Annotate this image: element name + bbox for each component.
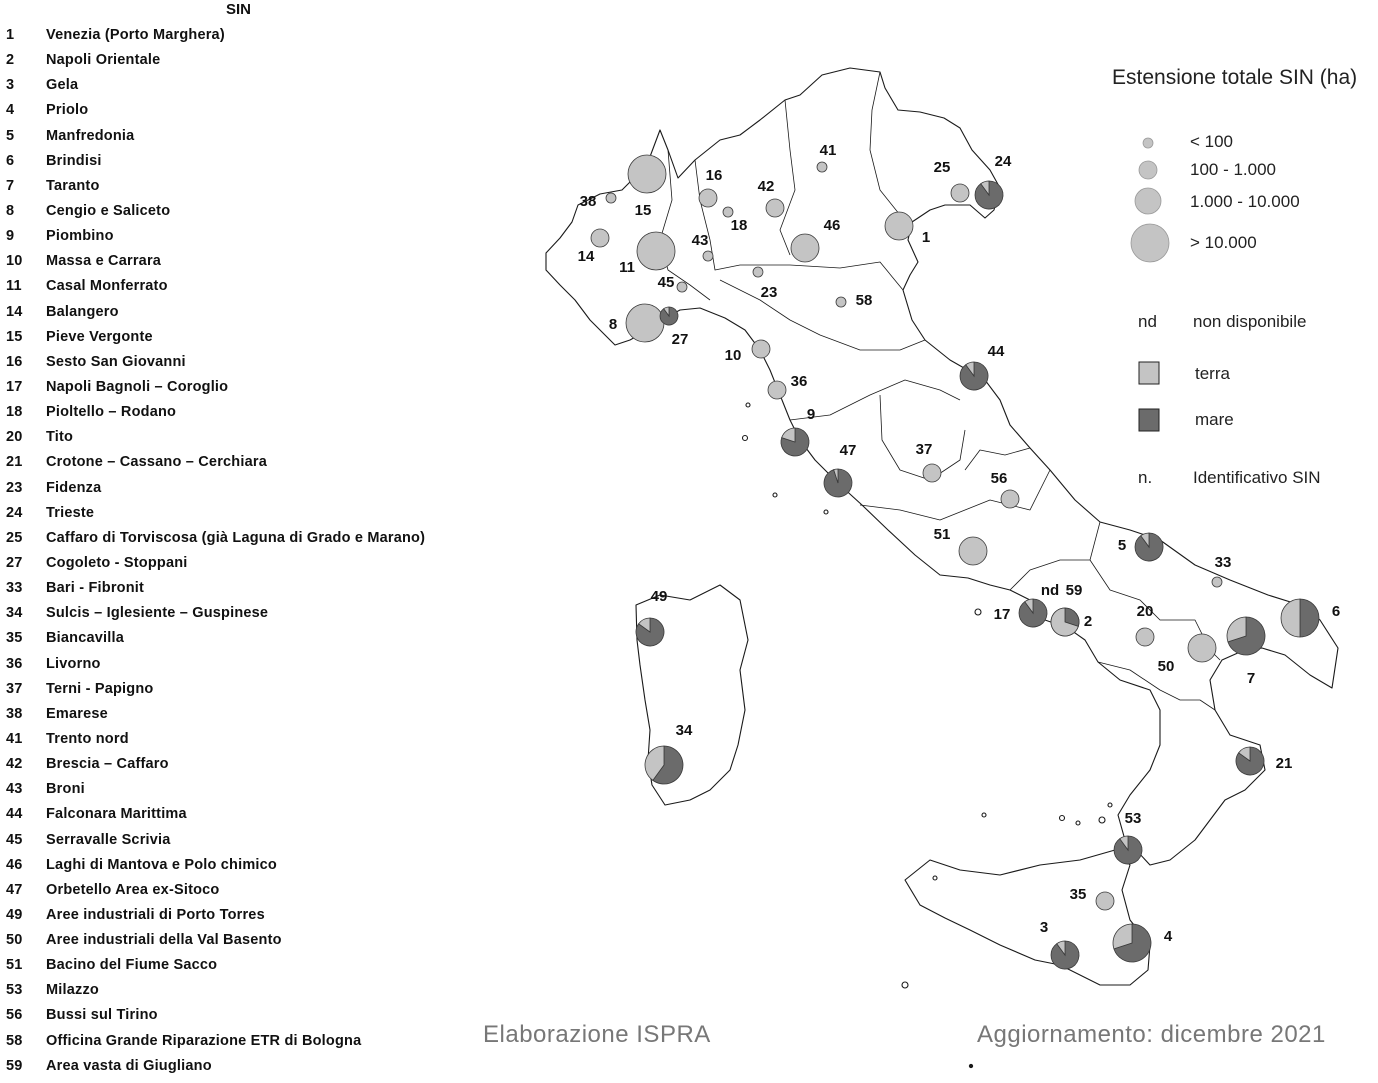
terra-circle (699, 189, 717, 207)
site-name: Priolo (46, 102, 89, 119)
site-name: Napoli Orientale (46, 52, 161, 69)
island (746, 403, 750, 407)
site-name: Bacino del Fiume Sacco (46, 957, 218, 974)
terra-circle (836, 297, 846, 307)
legend-id-label: Identificativo SIN (1193, 468, 1321, 487)
site-name: Trieste (46, 504, 95, 521)
legend-nd-key: nd (1138, 312, 1157, 331)
terra-circle (1136, 628, 1154, 646)
legend-size-circle-1 (1143, 138, 1153, 148)
site-name: Caffaro di Torviscosa (già Laguna di Grado e Marano) (46, 529, 426, 546)
terra-circle (591, 229, 609, 247)
site-name: Crotone – Cassano – Cerchiara (46, 454, 267, 471)
site-number: 33 (6, 580, 23, 597)
sin-id-label: 16 (705, 166, 723, 184)
sin-marker-23 (753, 267, 777, 301)
terra-circle (628, 155, 666, 193)
site-name: Biancavilla (46, 630, 124, 647)
site-number: 10 (6, 253, 23, 270)
sin-marker-47 (824, 442, 856, 497)
site-number: 59 (6, 1057, 23, 1074)
sin-marker-10 (725, 340, 770, 364)
site-number: 16 (6, 353, 23, 370)
sin-id-label: 50 (1157, 657, 1175, 675)
island (969, 1064, 972, 1067)
site-name: Fidenza (46, 479, 102, 496)
site-number: 47 (6, 881, 23, 898)
sin-id-label: 34 (675, 721, 693, 739)
site-number: 53 (6, 982, 23, 999)
sin-marker-45 (658, 274, 687, 292)
legend-id-key: n. (1138, 468, 1153, 487)
site-name: Emarese (46, 705, 108, 722)
sin-id-label: 18 (730, 216, 748, 234)
list-header: SIN (226, 1, 252, 18)
site-name: Area vasta di Giugliano (46, 1057, 212, 1074)
site-number: 43 (6, 781, 23, 798)
terra-circle (1212, 577, 1222, 587)
sin-id-label: 2 (1083, 612, 1093, 630)
sin-marker-3 (1040, 919, 1079, 969)
sin-id-label: 7 (1246, 669, 1256, 687)
island (1076, 821, 1080, 825)
sin-marker-46 (791, 217, 840, 262)
site-number: 14 (6, 303, 23, 320)
island (743, 436, 748, 441)
sin-marker-18 (723, 207, 747, 234)
terra-circle (637, 232, 675, 270)
site-name: Aree industriali della Val Basento (46, 932, 282, 949)
site-number: 27 (6, 554, 23, 571)
island (1099, 817, 1105, 823)
site-number: 24 (6, 504, 23, 521)
site-number: 11 (6, 278, 22, 295)
footer-credit: Elaborazione ISPRA (483, 1021, 711, 1048)
legend-nd-label: non disponibile (1193, 312, 1307, 331)
site-name: Milazzo (46, 982, 99, 999)
site-name: Cengio e Saliceto (46, 202, 171, 219)
sin-marker-7 (1227, 617, 1265, 687)
site-number: 36 (6, 655, 23, 672)
footer-update-date: Aggiornamento: dicembre 2021 (977, 1021, 1326, 1048)
sin-id-label: 17 (993, 605, 1011, 623)
sin-marker-14 (578, 229, 609, 265)
site-number: 2 (6, 52, 15, 69)
terra-circle (766, 199, 784, 217)
site-name: Sesto San Giovanni (46, 353, 186, 370)
legend-title: Estensione totale SIN (ha) (1112, 66, 1358, 89)
legend-size-circle-3 (1135, 188, 1161, 214)
sin-id-label: 33 (1214, 553, 1232, 571)
sin-id-label: 38 (579, 192, 597, 210)
island (1060, 816, 1065, 821)
sin-id-label: 53 (1124, 809, 1142, 827)
mare-slice (1300, 599, 1319, 637)
sin-id-label: 27 (671, 330, 689, 348)
sin-id-label: 14 (577, 247, 595, 265)
sin-marker-50 (1158, 634, 1216, 675)
site-name: Massa e Carrara (46, 253, 162, 270)
site-name: Aree industriali di Porto Torres (46, 906, 265, 923)
terra-circle (1001, 490, 1019, 508)
sin-id-label: 44 (987, 342, 1005, 360)
terra-circle (723, 207, 733, 217)
island (975, 609, 981, 615)
legend-terra-swatch (1139, 362, 1159, 384)
terra-circle (923, 464, 941, 482)
site-name: Officina Grande Riparazione ETR di Bologna (46, 1032, 362, 1049)
site-number: 58 (6, 1032, 23, 1049)
legend-size-label-3: 1.000 - 10.000 (1190, 192, 1300, 211)
sin-marker-41 (817, 142, 836, 172)
legend-terra-label: terra (1195, 364, 1230, 383)
site-number: 41 (6, 730, 23, 747)
sin-id-label: 1 (921, 228, 931, 246)
legend-size-label-2: 100 - 1.000 (1190, 160, 1277, 179)
site-number: 5 (6, 127, 15, 144)
site-name: Orbetello Area ex-Sitoco (46, 881, 220, 898)
island (982, 813, 986, 817)
terra-circle (951, 184, 969, 202)
sin-id-label: 49 (650, 587, 668, 605)
site-name: Sulcis – Iglesiente – Guspinese (46, 605, 269, 622)
terra-circle (791, 234, 819, 262)
site-number: 50 (6, 932, 23, 949)
sin-marker-58 (836, 292, 872, 309)
terra-circle (703, 251, 713, 261)
site-name: Cogoleto - Stoppani (46, 554, 188, 571)
sin-id-label: 47 (839, 441, 857, 459)
island (1108, 803, 1112, 807)
sin-id-label: 41 (819, 141, 837, 159)
sin-marker-25 (934, 159, 969, 202)
site-name: Bussi sul Tirino (46, 1007, 158, 1024)
site-name: Piombino (46, 228, 114, 245)
site-number: 42 (6, 756, 23, 773)
site-name: Taranto (46, 177, 100, 194)
sin-marker-27 (660, 307, 688, 348)
site-name: Laghi di Mantova e Polo chimico (46, 856, 277, 873)
sin-marker-44 (960, 343, 1005, 390)
sin-id-label: 51 (933, 525, 951, 543)
site-name: Terni - Papigno (46, 680, 154, 697)
sin-id-label: 43 (691, 231, 709, 249)
legend-size-circle-2 (1139, 161, 1157, 179)
island (933, 876, 937, 880)
site-name: Balangero (46, 303, 119, 320)
sin-marker-24 (975, 153, 1012, 209)
sin-id-label: 36 (790, 372, 808, 390)
site-name: Serravalle Scrivia (46, 831, 171, 848)
sin-id-label: 37 (915, 440, 933, 458)
site-number: 46 (6, 856, 23, 873)
site-number: 17 (6, 378, 23, 395)
terra-circle (959, 537, 987, 565)
sin-id-label: 58 (855, 291, 873, 309)
terra-circle (677, 282, 687, 292)
sin-id-label: 23 (760, 283, 778, 301)
island (824, 510, 828, 514)
site-number: 7 (6, 177, 15, 194)
sin-marker-16 (699, 167, 722, 207)
sin-id-label: 9 (806, 405, 816, 423)
site-number: 37 (6, 680, 23, 697)
site-name: Falconara Marittima (46, 806, 187, 823)
nd-map-label: nd (1040, 581, 1060, 599)
sin-id-label: 24 (994, 152, 1012, 170)
sin-marker-6 (1281, 599, 1340, 637)
site-number: 23 (6, 479, 23, 496)
sin-id-label: 42 (757, 177, 775, 195)
terra-circle (768, 381, 786, 399)
site-name: Gela (46, 77, 79, 94)
sin-marker-53 (1114, 810, 1142, 864)
sin-marker-17 (994, 599, 1047, 627)
site-number: 49 (6, 906, 23, 923)
site-number: 44 (6, 806, 23, 823)
site-number: 20 (6, 429, 23, 446)
terra-circle (1188, 634, 1216, 662)
terra-circle (1096, 892, 1114, 910)
sin-marker-56 (991, 470, 1019, 508)
site-name: Tito (46, 429, 74, 446)
sin-marker-1 (885, 212, 930, 246)
sin-id-label: 20 (1136, 602, 1154, 620)
site-name: Bari - Fibronit (46, 580, 145, 597)
sin-marker-9 (781, 406, 815, 456)
sin-id-label: 21 (1275, 754, 1293, 772)
sin-marker-42 (758, 178, 784, 217)
sin-marker-49 (636, 588, 667, 646)
site-name: Manfredonia (46, 127, 135, 144)
site-number: 34 (6, 605, 23, 622)
site-name: Trento nord (46, 730, 129, 747)
island (902, 982, 908, 988)
site-name: Brindisi (46, 152, 102, 169)
site-number: 18 (6, 404, 23, 421)
sin-marker-20 (1136, 603, 1154, 646)
sin-marker-15 (628, 155, 666, 219)
sin-id-label: 35 (1069, 885, 1087, 903)
site-number: 6 (6, 152, 15, 169)
sin-marker-35 (1070, 886, 1114, 910)
site-number: 15 (6, 328, 23, 345)
site-number: 56 (6, 1007, 23, 1024)
site-number: 45 (6, 831, 23, 848)
mainland-italy-outline (546, 68, 1341, 865)
sin-id-label: 6 (1331, 602, 1341, 620)
sin-id-label: 4 (1163, 927, 1173, 945)
site-number: 3 (6, 77, 15, 94)
sin-marker-36 (768, 373, 807, 399)
sin-marker-51 (934, 526, 987, 565)
site-name: Broni (46, 781, 85, 798)
sin-id-label: 10 (724, 346, 742, 364)
terra-circle (885, 212, 913, 240)
site-number: 21 (6, 454, 23, 471)
site-name: Livorno (46, 655, 101, 672)
site-name: Napoli Bagnoli – Coroglio (46, 378, 229, 395)
site-number: 4 (6, 102, 15, 119)
sin-marker-8 (609, 304, 664, 342)
site-number: 51 (6, 957, 23, 974)
terra-circle (752, 340, 770, 358)
sin-marker-43 (692, 232, 713, 261)
site-number: 25 (6, 529, 23, 546)
sin-id-label: 56 (990, 469, 1008, 487)
legend-mare-swatch (1139, 409, 1159, 431)
sin-id-label: 46 (823, 216, 841, 234)
island (773, 493, 777, 497)
site-number: 38 (6, 705, 23, 722)
terra-slice (1281, 599, 1300, 637)
site-name: Pioltello – Rodano (46, 404, 177, 421)
terra-circle (626, 304, 664, 342)
terra-circle (606, 193, 616, 203)
sin-marker-33 (1212, 554, 1231, 587)
sin-id-label: 3 (1039, 918, 1049, 936)
sin-marker-4 (1113, 924, 1173, 962)
site-number: 8 (6, 202, 15, 219)
site-number: 9 (6, 228, 15, 245)
sicily-outline (905, 850, 1150, 985)
sin-id-label: 11 (619, 258, 635, 276)
terra-circle (817, 162, 827, 172)
sin-marker-11 (619, 232, 675, 276)
legend-mare-label: mare (1195, 410, 1234, 429)
sin-marker-34 (645, 722, 693, 784)
sin-id-label: 45 (657, 273, 675, 291)
sin-id-label: 5 (1117, 536, 1127, 554)
site-name: Venezia (Porto Marghera) (46, 27, 225, 43)
sin-id-label: 8 (608, 315, 618, 333)
site-number: 1 (6, 27, 15, 43)
sin-id-label: 25 (933, 158, 951, 176)
site-name: Brescia – Caffaro (46, 756, 169, 773)
site-name: Pieve Vergonte (46, 328, 153, 345)
legend-size-label-4: > 10.000 (1190, 233, 1257, 252)
terra-circle (753, 267, 763, 277)
legend-size-label-1: < 100 (1190, 132, 1234, 151)
sin-id-label: 15 (634, 201, 652, 219)
site-name: Casal Monferrato (46, 278, 168, 295)
sin-id-label: 59 (1065, 581, 1083, 599)
sin-marker-37 (916, 441, 941, 482)
legend-size-circle-4 (1131, 224, 1169, 262)
sin-marker-5 (1118, 533, 1163, 561)
site-number: 35 (6, 630, 23, 647)
